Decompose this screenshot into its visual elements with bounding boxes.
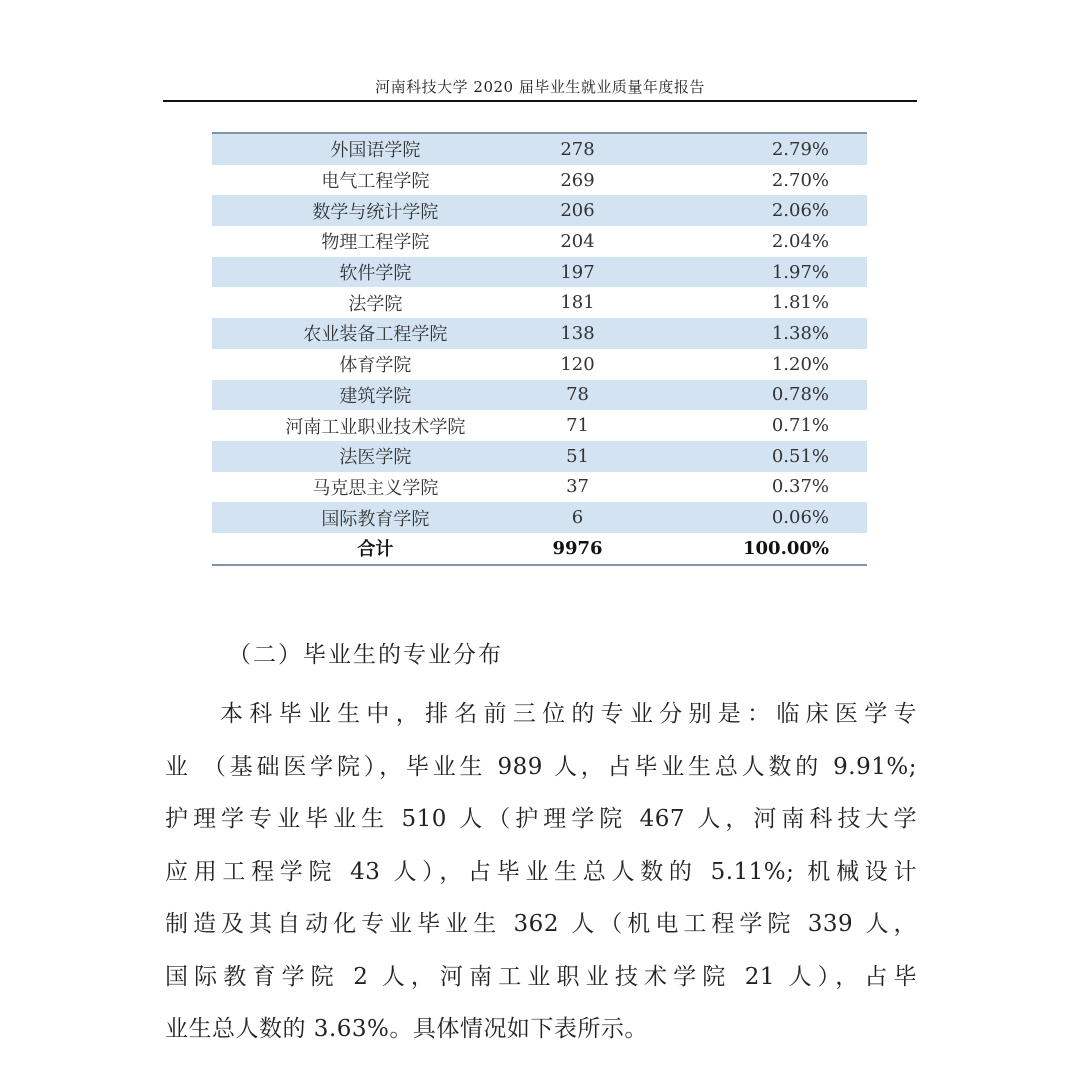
graduate-percent: 2.06% [616, 195, 867, 226]
graduate-count: 120 [560, 353, 595, 375]
college-name: 物理工程学院 [321, 232, 430, 254]
graduate-count: 78 [539, 380, 617, 411]
paragraph-line: 应用工程学院 43 人），占毕业生总人数的 5.11%; 机械设计 [165, 858, 917, 885]
graduate-count: 278 [539, 133, 617, 165]
body-paragraph [165, 688, 917, 1056]
header-divider [163, 100, 917, 102]
graduate-count: 269 [560, 169, 595, 191]
graduate-percent: 2.79% [616, 133, 867, 165]
college-name: 建筑学院 [212, 380, 539, 411]
table-row [212, 410, 867, 441]
section-heading: （二）毕业生的专业分布 [228, 642, 503, 668]
paragraph-line: 本科毕业生中，排名前三位的专业分别是：临床医学专 [220, 701, 917, 727]
table-row [212, 226, 867, 257]
college-name: 法医学院 [212, 441, 539, 472]
college-name: 国际教育学院 [212, 502, 539, 533]
table-row [212, 257, 867, 288]
table-row [212, 165, 867, 196]
college-name: 体育学院 [339, 355, 412, 377]
table-row [212, 502, 867, 533]
graduate-percent: 0.37% [771, 476, 829, 498]
graduate-percent: 0.78% [616, 380, 867, 411]
college-name: 农业装备工程学院 [212, 318, 539, 349]
graduate-count: 37 [566, 476, 589, 498]
table-row [212, 441, 867, 472]
table-row [212, 318, 867, 349]
graduate-percent: 2.70% [771, 169, 829, 191]
paragraph-line: 制造及其自动化专业毕业生 362 人（机电工程学院 339 人， [165, 911, 917, 937]
graduate-count: 138 [539, 318, 617, 349]
graduate-percent: 1.20% [771, 353, 829, 375]
graduate-count: 6 [539, 502, 617, 533]
graduate-count: 71 [566, 415, 589, 437]
graduate-count: 51 [539, 441, 617, 472]
college-name: 法学院 [348, 293, 403, 315]
graduate-percent: 1.81% [771, 292, 829, 314]
total-label: 合计 [357, 539, 394, 561]
college-name: 软件学院 [212, 257, 539, 288]
college-name: 河南工业职业技术学院 [285, 416, 466, 438]
table-row [212, 380, 867, 411]
paragraph-line: 业生总人数的 3.63%。具体情况如下表所示。 [165, 1016, 648, 1042]
college-name: 外国语学院 [212, 133, 539, 165]
college-name: 电气工程学院 [321, 171, 430, 193]
paragraph-line: 业 （基础医学院），毕业生 989 人，占毕业生总人数的 9.91%; [165, 753, 917, 780]
table-row [212, 472, 867, 503]
graduate-count: 206 [539, 195, 617, 226]
paragraph-line: 护理学专业毕业生 510 人（护理学院 467 人，河南科技大学 [165, 806, 917, 832]
table-row [212, 349, 867, 380]
graduate-percent: 0.06% [616, 502, 867, 533]
paragraph-line: 国际教育学院 2 人，河南工业职业技术学院 21 人），占毕 [165, 963, 917, 990]
total-count: 9976 [552, 537, 603, 559]
total-percent: 100.00% [743, 537, 829, 559]
college-name: 数学与统计学院 [212, 195, 539, 226]
graduate-percent: 1.97% [616, 257, 867, 288]
table-row [212, 133, 867, 165]
graduate-percent: 2.04% [771, 230, 829, 252]
graduate-percent: 0.51% [616, 441, 867, 472]
graduate-count: 204 [560, 230, 595, 252]
graduate-percent: 1.38% [616, 318, 867, 349]
table-row [212, 287, 867, 318]
college-name: 马克思主义学院 [312, 477, 439, 499]
table-row [212, 195, 867, 226]
graduate-percent: 0.71% [771, 415, 829, 437]
table-total-row [212, 533, 867, 565]
graduate-count: 197 [539, 257, 617, 288]
graduate-count: 181 [560, 292, 595, 314]
college-graduates-table [212, 132, 867, 566]
report-header-title: 河南科技大学 2020 届毕业生就业质量年度报告 [375, 78, 705, 96]
